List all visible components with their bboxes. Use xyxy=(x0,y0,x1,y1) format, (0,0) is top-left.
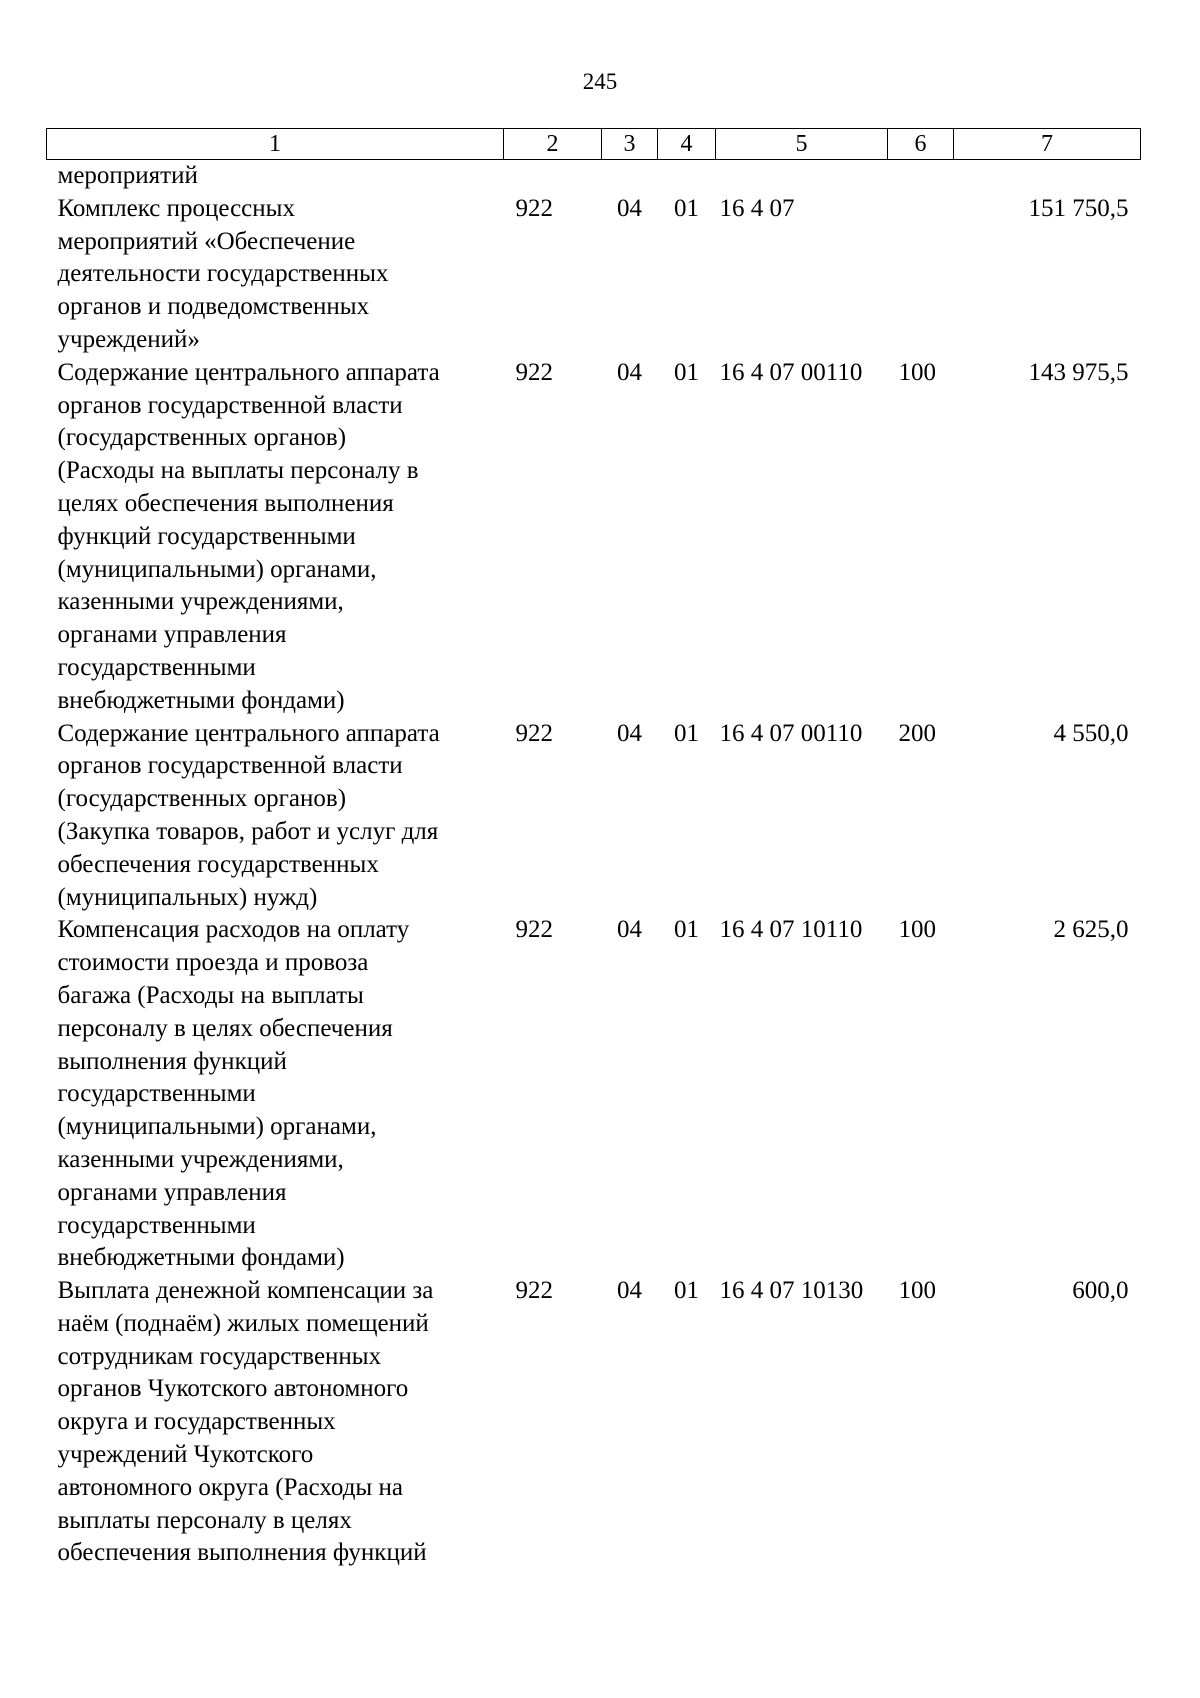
table-body xyxy=(47,160,1141,1571)
row-target-article: 16 4 07 10130 xyxy=(719,1277,864,1305)
row-section: 04 xyxy=(617,719,642,747)
table-row xyxy=(47,357,1141,718)
row-amount: 143 975,5 xyxy=(1028,358,1129,386)
table-row xyxy=(47,160,1141,193)
row-ministry-code: 922 xyxy=(515,1277,553,1305)
row-ministry-code: 922 xyxy=(515,916,553,944)
row-section: 04 xyxy=(617,358,642,386)
row-section: 04 xyxy=(617,194,642,222)
row-subsection: 01 xyxy=(674,916,699,944)
row-amount: 151 750,5 xyxy=(1028,194,1129,222)
row-name: Комплекс процессных мероприятий «Обеспечение деятельности государственных органов и подведомственных учреждений» xyxy=(57,194,389,353)
header-row xyxy=(47,129,1141,160)
row-amount: 2 625,0 xyxy=(1053,916,1129,944)
header-col-4: 4 xyxy=(658,129,716,160)
page-number: 245 xyxy=(582,69,618,94)
row-subsection xyxy=(658,160,716,193)
row-name: Выплата денежной компенсации за наём (поднаём) жилых помещений сотрудникам государственных органов Чукотского автономного округа и государственных учреждений Чукотского автономного округа (Расходы на выплаты персоналу в целях обеспечения выполнения функций xyxy=(57,1277,434,1567)
table-header xyxy=(47,129,1141,160)
header-col-7: 7 xyxy=(954,129,1141,160)
budget-table xyxy=(46,128,1141,1570)
row-subsection: 01 xyxy=(674,719,699,747)
row-amount: 4 550,0 xyxy=(1053,719,1129,747)
table-row xyxy=(47,193,1141,357)
row-target-article xyxy=(716,160,888,193)
row-name: мероприятий xyxy=(57,162,198,189)
row-target-article: 16 4 07 xyxy=(719,194,795,222)
row-subsection: 01 xyxy=(674,194,699,222)
row-expense-type: 100 xyxy=(898,916,936,944)
row-ministry-code: 922 xyxy=(515,194,553,222)
header-col-6: 6 xyxy=(888,129,954,160)
row-expense-type: 100 xyxy=(898,358,936,386)
header-col-1: 1 xyxy=(47,129,504,160)
row-target-article: 16 4 07 00110 xyxy=(719,719,863,747)
header-col-3: 3 xyxy=(602,129,658,160)
row-subsection: 01 xyxy=(674,1277,699,1305)
row-expense-type: 100 xyxy=(898,1277,936,1305)
row-amount xyxy=(954,160,1141,193)
header-col-5: 5 xyxy=(716,129,888,160)
row-expense-type xyxy=(888,160,954,193)
row-ministry-code xyxy=(504,160,602,193)
table-row xyxy=(47,718,1141,915)
row-name: Компенсация расходов на оплату стоимости проезда и провоза багажа (Расходы на выплаты персоналу в целях обеспечения выполнения функций государственными (муниципальными) органами, казенными учреждениями, органами управления государственными внебюджетными фондами) xyxy=(57,916,410,1272)
table-row xyxy=(47,914,1141,1275)
row-section: 04 xyxy=(617,916,642,944)
row-expense-type xyxy=(888,193,954,357)
row-name: Содержание центрального аппарата органов государственной власти (государственных органов) (Закупка товаров, работ и услуг для обеспечения государственных (муниципальных) нужд) xyxy=(57,719,440,911)
table-row xyxy=(47,1275,1141,1570)
row-target-article: 16 4 07 00110 xyxy=(719,358,863,386)
row-name: Содержание центрального аппарата органов государственной власти (государственных органов) (Расходы на выплаты персоналу в целях обеспечения выполнения функций государственными (муниципальными) органами, казенными учреждениями, органами управления государственными внебюджетными фондами) xyxy=(57,358,440,714)
row-section xyxy=(602,160,658,193)
row-subsection: 01 xyxy=(674,358,699,386)
row-ministry-code: 922 xyxy=(515,719,553,747)
header-col-2: 2 xyxy=(504,129,602,160)
row-section: 04 xyxy=(617,1277,642,1305)
row-amount: 600,0 xyxy=(1072,1277,1129,1305)
row-expense-type: 200 xyxy=(898,719,936,747)
row-ministry-code: 922 xyxy=(515,358,553,386)
row-target-article: 16 4 07 10110 xyxy=(719,916,863,944)
